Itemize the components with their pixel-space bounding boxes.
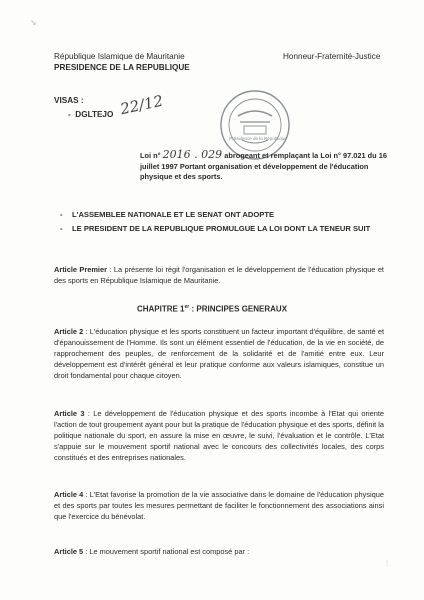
article-4-text: : L'Etat favorise la promotion de la vie associative dans le domaine de l'éducation physique et des sports par toutes les mesures permettant de faciliter le fonctionnement des associations ainsi que l'exercice du bénévolat. [54,490,384,521]
article-5 [54,546,384,557]
law-prefix: Loi n° [140,151,161,160]
scan-mark-icon: ↘ [30,18,37,27]
header-presidency: PRESIDENCE DE LA REPUBLIQUE [54,63,190,72]
stamp-text: Présidence de la République [229,136,287,141]
article-2 [54,326,384,381]
visas-label: VISAS : [54,96,84,105]
chapter-sup: er [184,304,190,310]
enactment-dash: - [60,210,63,219]
visas-item-label: DGLTEJO [75,110,114,119]
law-title [140,150,390,183]
article-5-label: Article 5 [54,547,84,556]
chapter-title: : PRINCIPES GENERAUX [191,304,288,314]
article-2-label: Article 2 [54,327,84,336]
law-line2: juillet 1997 Portant organisation et développement de l'éducation [140,161,369,171]
law-number-handwritten: 2016 . 029 [162,148,223,161]
visas-item [68,110,113,121]
article-3 [54,408,384,463]
enactment-line-2 [60,224,370,233]
page-speck-icon: ⋮ [384,561,390,567]
article-4 [54,489,384,522]
article-3-text: : Le développement de l'éducation physique et des sports incombe à l'Etat qui oriente l'action de tout groupement ayant pour but la pratique de l'éducation physique et des sports, définit la politique nationale du sport, en assure la mise en œuvre, le suivi, l'évaluation et le contrôle. L'Etat s'appuie sur le mouvement sportif national avec le concours des collectivités locales, des corps constitués et des entreprises nationales. [54,409,384,462]
chapter-prefix: CHAPITRE 1 [136,304,185,314]
article-4-label: Article 4 [54,490,84,499]
enactment-dash: - [60,224,63,233]
visas-handwritten-note: 22/12 [118,91,165,119]
law-line3: physique et des sports. [140,172,223,181]
enactment-text-1: L'ASSEMBLEE NATIONALE ET LE SENAT ONT ADOPTE [72,210,275,219]
article-5-text: : Le mouvement sportif national est composé par : [83,547,250,556]
article-3-label: Article 3 [54,409,85,418]
article-1-text: : La présente loi régit l'organisation et le développement de l'éducation physique et des sports en République Islamique de Mauritanie. [54,265,384,285]
enactment-line-1 [60,210,274,219]
article-1 [54,264,384,286]
article-2-text: : L'éducation physique et les sports constituent un facteur important d'équilibre, de santé et d'épanouissement de l'Homme. Ils sont un élément essentiel de l'éducation, de la vie en société, de rapprochement des peuples, de renforcement de la solidarité et de l'amitié entre eux. Leur développement est d'intérêt général et leur pratique conforme aux valeurs islamiques, constitue un droit fondamental pour chaque citoyen. [54,327,384,380]
chapter-heading [0,304,424,314]
enactment-text-2: LE PRESIDENT DE LA REPUBLIQUE PROMULGUE LA LOI DONT LA TENEUR SUIT [72,224,371,233]
law-line1: abrogeant et remplaçant la Loi n° 97.021 du 16 [224,151,387,160]
header-republic: République Islamique de Mauritanie [54,52,185,61]
article-1-label: Article Premier [54,265,107,274]
header-motto: Honneur-Fraternité-Justice [283,52,381,61]
visas-dash: - [68,110,76,119]
